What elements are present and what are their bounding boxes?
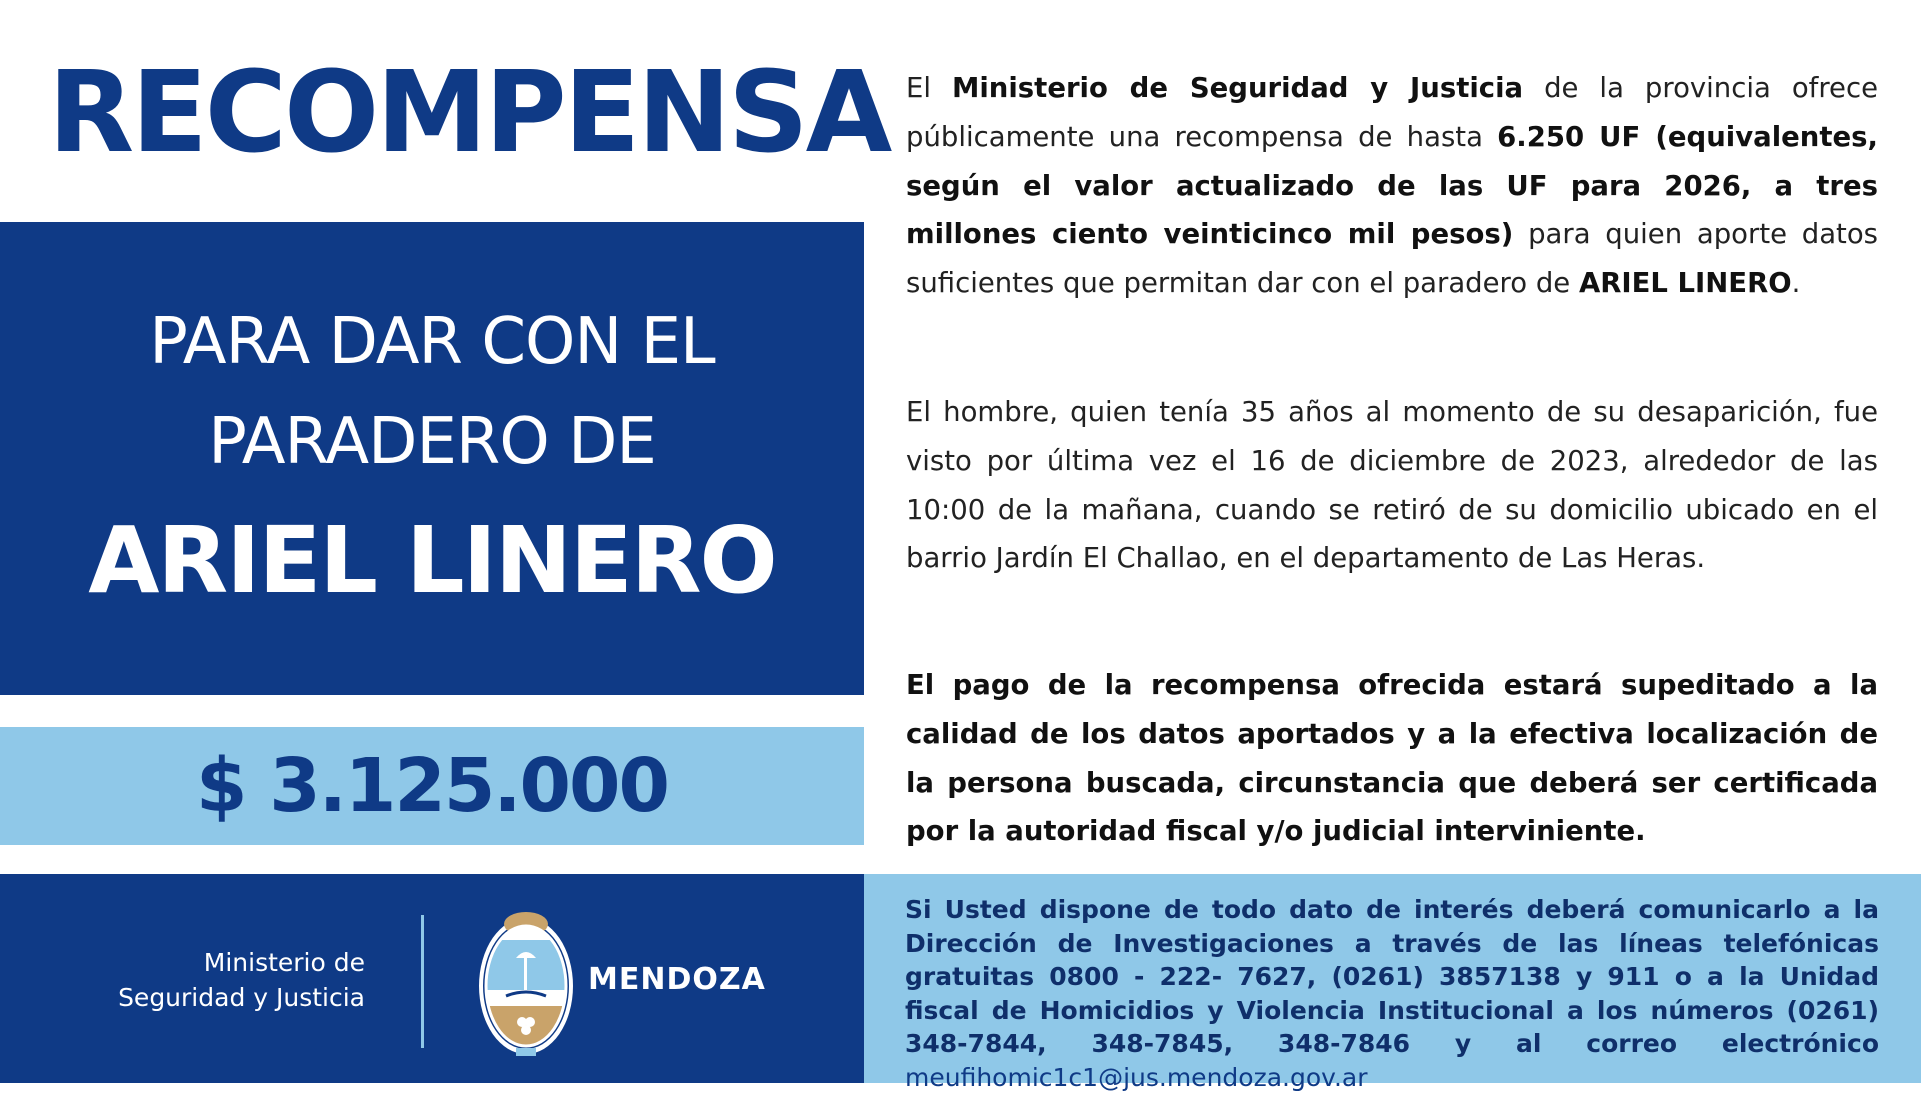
ministry-line-1: Ministerio de — [203, 948, 365, 977]
p1-text-3: para quien aporte datos suficientes que permitan dar con el paradero de — [906, 218, 1878, 300]
p1-name: ARIEL LINERO — [1578, 267, 1792, 300]
headline-subtitle — [0, 292, 864, 492]
contact-email-link[interactable]: meufihomic1c1@jus.mendoza.gov.ar — [905, 1062, 1368, 1092]
p1-text-4: . — [1791, 267, 1801, 300]
reward-amount: $ 3.125.000 — [196, 743, 668, 829]
ministry-name — [60, 945, 365, 1015]
paragraph-conditions: El pago de la recompensa ofrecida estará supeditado a la calidad de los datos aportados y a la efectiva localización de la persona buscada, circunstancia que deberá ser certificada por la autoridad fiscal y/o judicial interviniente. — [906, 669, 1878, 848]
p1-text-1: El — [906, 72, 953, 104]
subtitle-line-2: PARADERO DE — [208, 405, 656, 479]
missing-person-name: ARIEL LINERO — [88, 507, 776, 614]
p1-text-2: de la provincia ofrece públicamente una recompensa de hasta — [906, 72, 1879, 153]
paragraph-offer — [906, 64, 1878, 308]
p1-amount-uf: 6.250 UF (equivalentes, según el valor actualizado de las UF para 2026, a tres millones ciento veinticinco mil pesos) — [906, 120, 1878, 251]
ministry-line-2: Seguridad y Justicia — [118, 983, 365, 1012]
mendoza-coat-of-arms-icon — [476, 910, 576, 1058]
p1-ministry: Ministerio de Seguridad y Justicia — [952, 72, 1524, 104]
contact-text: Si Usted dispone de todo dato de interés deberá comunicarlo a la Dirección de Investigaciones a través de las líneas telefónicas gratuitas 0800 - 222- 7627, (0261) 3857138 y 911 o a la Unidad fiscal de Homicidios y Violencia Institucional a los números (0261) 348-7844, 348-7845, 348-7846 y al correo electrónico — [905, 895, 1879, 1058]
province-name: MENDOZA — [588, 962, 766, 997]
subtitle-line-1: PARA DAR CON EL — [149, 305, 715, 379]
paragraph-description: El hombre, quien tenía 35 años al momento de su desaparición, fue visto por última vez el 16 de diciembre de 2023, alrededor de las 10:00 de la mañana, cuando se retiró de su domicilio ubicado en el barrio Jardín El Challao, en el departamento de Las Heras. — [906, 396, 1878, 575]
contact-info — [905, 893, 1879, 1094]
reward-title: RECOMPENSA — [48, 48, 890, 178]
footer-divider — [421, 915, 424, 1048]
